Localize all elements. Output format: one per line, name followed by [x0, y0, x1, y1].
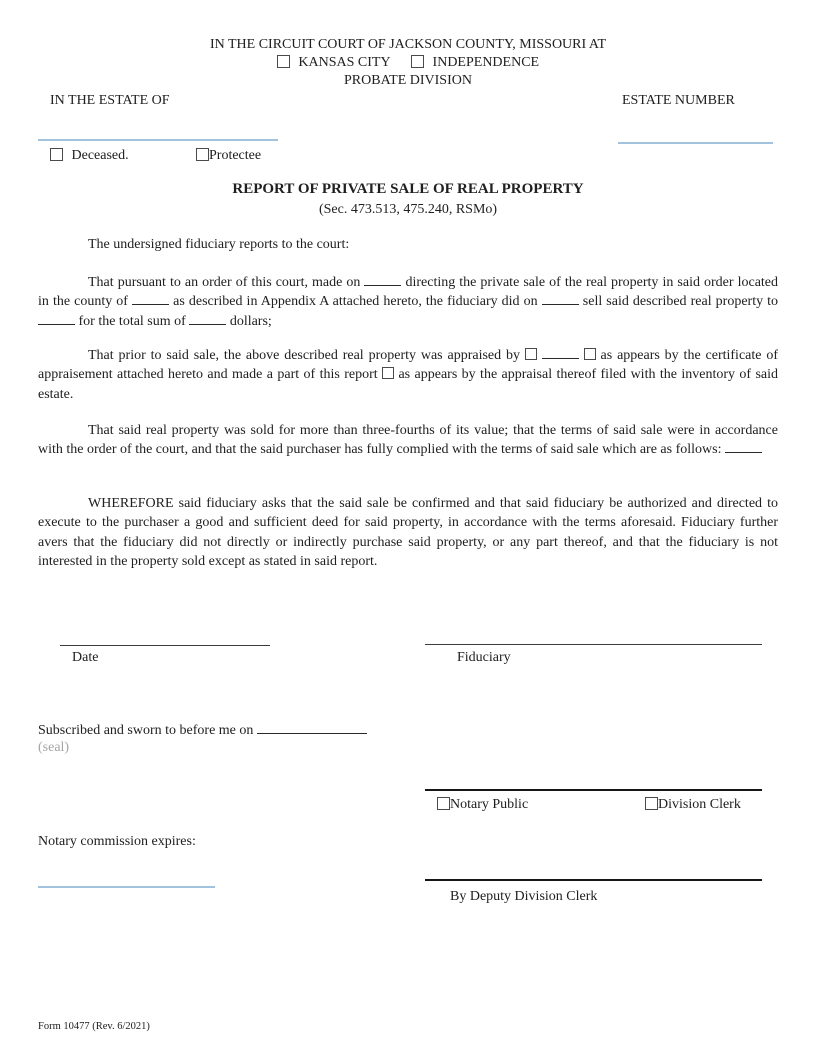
notary-public-group	[437, 795, 528, 814]
kansas-city-checkbox[interactable]	[277, 55, 290, 68]
notary-signature-line[interactable]	[425, 789, 762, 791]
deputy-clerk-signature-line[interactable]	[425, 879, 762, 881]
form-statute: (Sec. 473.513, 475.240, RSMo)	[318, 202, 498, 217]
court-header-line: IN THE CIRCUIT COURT OF JACKSON COUNTY, MISSOURI AT	[209, 37, 606, 52]
sum-blank	[189, 313, 226, 325]
estate-number-label: ESTATE NUMBER	[622, 93, 735, 108]
division-line: PROBATE DIVISION	[344, 73, 472, 88]
protectee-group	[196, 146, 261, 165]
p2-seg1: That prior to said sale, the above described real property was appraised by	[88, 348, 521, 363]
p1-seg2: directing the private sale of the real property in said order located in the county of	[38, 275, 779, 310]
deputy-clerk-label: By Deputy Division Clerk	[450, 889, 598, 904]
paragraph-sale-report	[38, 273, 778, 331]
date-label: Date	[72, 650, 99, 665]
paragraph-wherefore: WHEREFORE said fiduciary asks that the said sale be confirmed and that said fiduciary be authorized and directed to execute to the purchaser a good and sufficient deed for said property, in accordance with the terms aforesaid. Fiduciary further avers that the fiduciary did not directly or indirectly purchase said property, or any part thereof, and that the fiduciary is not interested in the property sold except as stated in said report.	[38, 496, 778, 569]
division-clerk-group	[645, 795, 741, 814]
kansas-city-label: KANSAS CITY	[298, 55, 391, 70]
division-clerk-label: Division Clerk	[658, 797, 741, 812]
commission-expires-field[interactable]	[38, 886, 215, 888]
p1-seg6: dollars;	[229, 313, 272, 329]
appraisal-inventory-checkbox[interactable]	[382, 367, 394, 379]
paragraph-appraisal	[38, 346, 778, 404]
date-signature-line[interactable]	[60, 645, 270, 646]
terms-blank	[725, 441, 762, 453]
deceased-label: Deceased.	[71, 148, 129, 163]
form-number: Form 10477 (Rev. 6/2021)	[38, 1021, 150, 1032]
order-date-blank	[364, 274, 401, 286]
independence-checkbox[interactable]	[411, 55, 424, 68]
purchaser-blank	[38, 313, 75, 325]
protectee-label: Protectee	[209, 148, 262, 163]
division-clerk-checkbox[interactable]	[645, 797, 658, 810]
p1-seg3: as described in Appendix A attached hereto, the fiduciary did on	[173, 294, 538, 310]
sworn-date-blank	[257, 722, 367, 734]
appraised-by-checkbox-1[interactable]	[525, 348, 537, 360]
p2-seg3: as appears by the appraisal thereof filed with the inventory of said estate.	[38, 367, 779, 402]
court-location-row	[38, 53, 778, 72]
subscribed-line	[38, 721, 367, 740]
deceased-checkbox[interactable]	[50, 148, 63, 161]
fiduciary-label: Fiduciary	[457, 650, 511, 665]
estate-number-field[interactable]	[618, 142, 773, 144]
estate-of-label: IN THE ESTATE OF	[50, 93, 170, 108]
status-checkbox-row	[50, 146, 129, 165]
notary-public-label: Notary Public	[450, 797, 529, 812]
county-blank	[132, 293, 169, 305]
subscribed-text: Subscribed and sworn to before me on	[38, 723, 254, 738]
form-title: REPORT OF PRIVATE SALE OF REAL PROPERTY	[232, 181, 584, 197]
protectee-checkbox[interactable]	[196, 148, 209, 161]
commission-label: Notary commission expires:	[38, 834, 196, 849]
estate-name-field[interactable]	[38, 139, 278, 141]
p3-seg1: That said real property was sold for more than three-fourths of its value; that the terms of said sale were in accordance with the order of the court, and that the said purchaser has fully complied with the terms of said sale which are as follows:	[38, 423, 778, 458]
p2-seg2: as appears by the certificate of appraisement attached hereto and made a part of this report	[38, 348, 779, 383]
independence-label: INDEPENDENCE	[432, 55, 540, 70]
notary-public-checkbox[interactable]	[437, 797, 450, 810]
intro-line: The undersigned fiduciary reports to the court:	[88, 237, 350, 252]
fiduciary-signature-line[interactable]	[425, 644, 762, 645]
paragraph-terms	[38, 421, 778, 460]
seal-label: (seal)	[38, 740, 70, 755]
p1-seg1: That pursuant to an order of this court, made on	[88, 275, 361, 290]
appraised-by-checkbox-2[interactable]	[584, 348, 596, 360]
appraiser-name-blank	[542, 347, 579, 359]
p1-seg5: for the total sum of	[78, 313, 186, 329]
sale-date-blank	[542, 293, 579, 305]
p1-seg4: sell said described real property to	[582, 294, 779, 310]
